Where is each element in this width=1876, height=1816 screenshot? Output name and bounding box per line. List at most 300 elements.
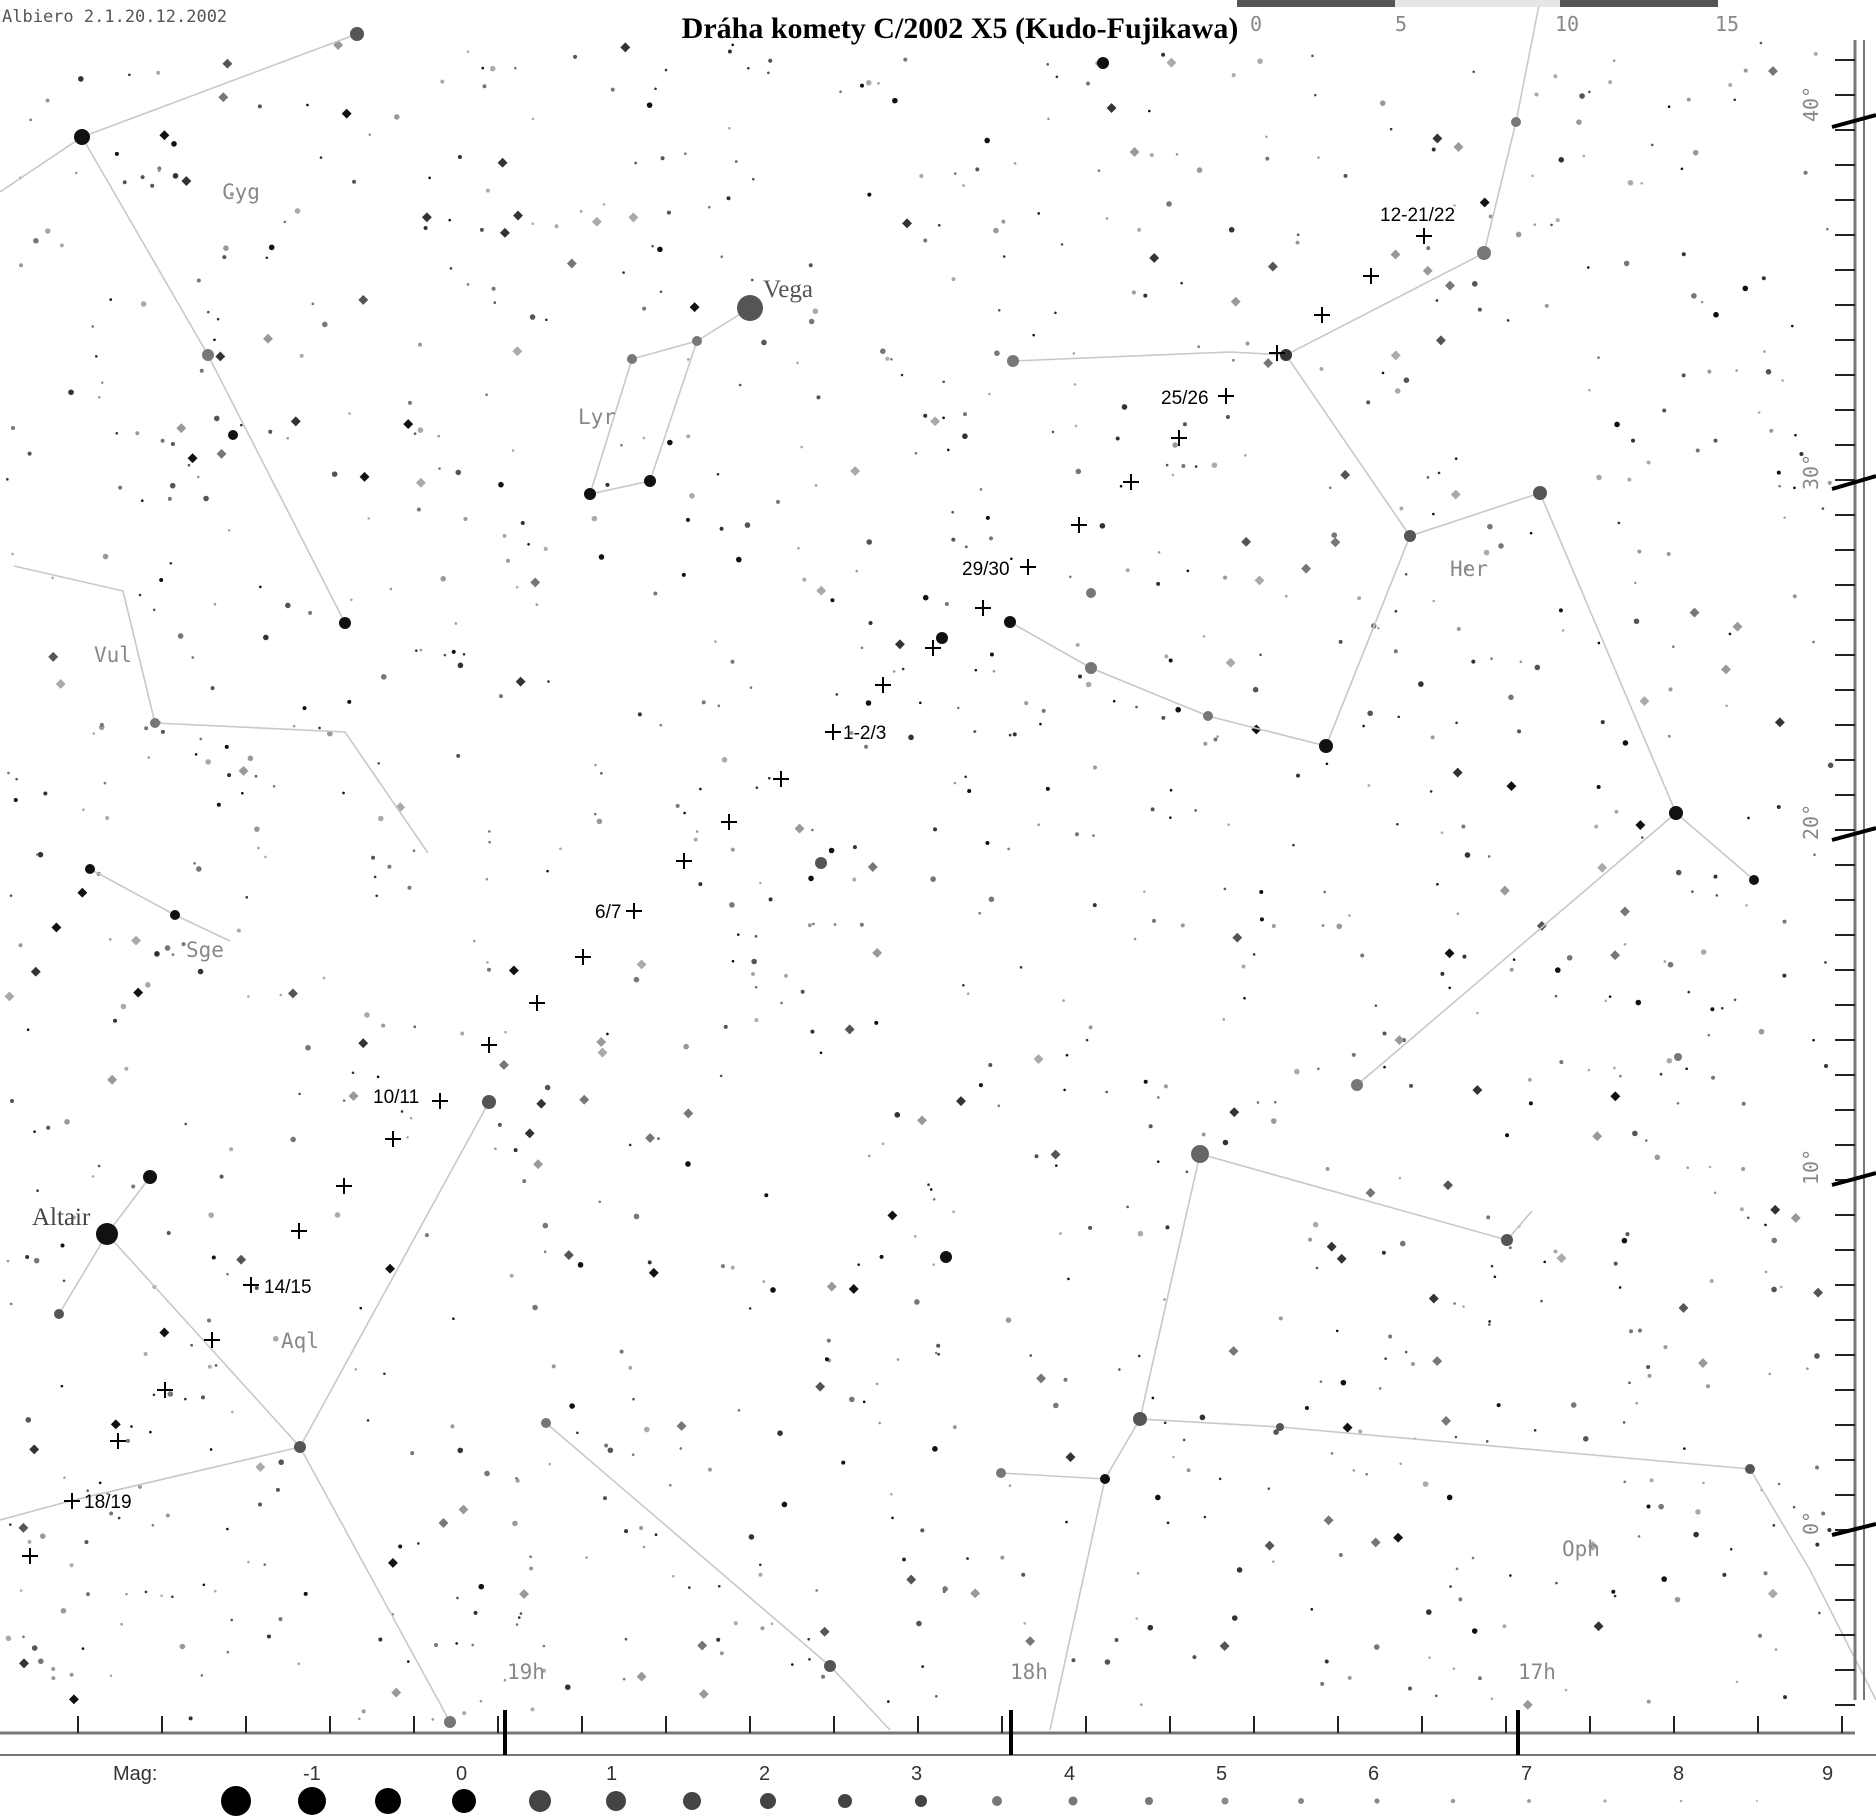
background-star (1730, 1548, 1733, 1551)
background-star (75, 172, 78, 175)
background-star (751, 279, 754, 282)
background-star (1813, 853, 1816, 856)
background-star (407, 886, 411, 890)
background-star (305, 1045, 311, 1051)
background-star (1135, 706, 1138, 709)
background-star (869, 621, 873, 625)
background-star (1213, 737, 1217, 741)
background-star (226, 1273, 229, 1276)
background-star (632, 1453, 635, 1456)
background-star (352, 180, 356, 184)
background-star (203, 496, 209, 502)
background-star (1007, 848, 1010, 851)
background-star (1491, 1697, 1494, 1700)
background-star (1567, 955, 1573, 961)
background-star (603, 1496, 607, 1500)
star (350, 27, 364, 41)
background-star (498, 482, 504, 488)
magnitude-sample-dot (1145, 1797, 1153, 1805)
background-star (1384, 1357, 1387, 1360)
background-star (284, 221, 287, 224)
background-star (1588, 389, 1591, 392)
background-star (103, 554, 109, 560)
background-star (374, 876, 377, 879)
bottom-scale-2: 2 (759, 1763, 771, 1785)
star (1533, 486, 1547, 500)
background-star (1742, 1102, 1746, 1106)
background-star (1562, 629, 1565, 632)
background-star (1257, 1101, 1260, 1104)
background-star (1212, 462, 1218, 468)
background-star (95, 355, 98, 358)
background-star (141, 499, 144, 502)
background-star (1654, 1155, 1660, 1161)
background-star (98, 1165, 101, 1168)
background-star (722, 757, 728, 763)
background-star (141, 175, 145, 179)
background-star (1187, 1468, 1191, 1472)
background-star (161, 439, 165, 443)
background-star (1175, 707, 1181, 713)
background-star (1232, 1615, 1238, 1621)
background-star (226, 1528, 229, 1531)
background-star (240, 424, 243, 427)
background-star (1601, 720, 1605, 724)
background-star (830, 598, 834, 602)
background-star (1399, 1177, 1402, 1180)
background-star (1605, 1000, 1608, 1003)
background-star (632, 1398, 635, 1401)
background-star (1339, 640, 1343, 644)
altair-star (96, 1223, 118, 1245)
star (1404, 530, 1416, 542)
background-star (1769, 429, 1773, 433)
background-star (145, 1591, 148, 1594)
background-star (208, 1212, 214, 1218)
background-star (424, 226, 428, 230)
background-star (1253, 953, 1256, 956)
background-star (1773, 1524, 1776, 1527)
background-star (1765, 1271, 1768, 1274)
background-star (1292, 844, 1295, 847)
star (1086, 588, 1096, 598)
background-star (1768, 1373, 1771, 1376)
background-star (1623, 740, 1629, 746)
background-star (518, 1616, 521, 1619)
background-star (355, 1368, 358, 1371)
background-star (458, 663, 464, 669)
background-star (1457, 912, 1460, 915)
background-star (866, 700, 872, 706)
background-star (927, 1183, 930, 1186)
background-star (197, 476, 200, 479)
background-star (717, 473, 720, 476)
background-star (877, 82, 880, 85)
star (1511, 117, 1521, 127)
background-star (1513, 958, 1516, 961)
background-star (1326, 762, 1329, 765)
background-star (1186, 1171, 1189, 1174)
background-star (457, 1448, 463, 1454)
chart-title: Dráha komety C/2002 X5 (Kudo-Fujikawa) (681, 12, 1239, 45)
background-star (1535, 92, 1539, 96)
background-star (1329, 487, 1332, 490)
background-star (546, 870, 549, 873)
background-star (606, 1033, 609, 1036)
background-star (555, 224, 559, 228)
background-star (1368, 784, 1371, 787)
background-star (653, 591, 657, 595)
background-star (863, 1401, 866, 1404)
mag-label-minus1: -1 (303, 1763, 321, 1785)
background-star (154, 951, 160, 957)
background-star (1383, 1066, 1386, 1069)
background-star (258, 1503, 262, 1507)
background-star (263, 1563, 266, 1566)
background-star (36, 853, 39, 856)
background-star (750, 686, 753, 689)
background-star (1647, 1700, 1651, 1704)
background-star (815, 1589, 818, 1592)
background-star (207, 311, 210, 314)
background-star (1540, 1300, 1543, 1303)
background-star (1618, 522, 1621, 525)
background-star (128, 73, 131, 76)
background-star (1423, 1481, 1429, 1487)
background-star (720, 1651, 724, 1655)
background-star (942, 1586, 948, 1592)
star (339, 617, 351, 629)
background-star (1710, 1279, 1714, 1283)
background-star (120, 1623, 123, 1626)
background-star (1747, 1216, 1750, 1219)
background-star (410, 1117, 413, 1120)
background-star (40, 1533, 46, 1539)
background-star (634, 977, 640, 983)
background-star (1323, 891, 1326, 894)
background-star (864, 745, 868, 749)
background-star (702, 700, 706, 704)
background-star (10, 894, 13, 897)
background-star (933, 1198, 936, 1201)
background-star (214, 1590, 217, 1593)
background-star (398, 1544, 402, 1548)
background-star (1308, 1238, 1312, 1242)
background-star (1362, 725, 1365, 728)
background-star (1714, 1192, 1717, 1195)
background-star (643, 1546, 646, 1549)
vega-star (737, 295, 763, 321)
background-star (227, 773, 231, 777)
background-star (160, 1594, 163, 1597)
background-star (1013, 732, 1017, 736)
background-star (298, 1093, 301, 1096)
background-star (1224, 888, 1227, 891)
background-star (1092, 834, 1095, 837)
background-star (488, 830, 491, 833)
background-star (1059, 1232, 1062, 1235)
background-star (998, 309, 1001, 312)
background-star (1279, 1316, 1283, 1320)
background-star (1486, 1215, 1490, 1219)
date-label-dec-29-30: 29/30 (962, 559, 1010, 580)
background-star (1631, 439, 1635, 443)
background-star (892, 98, 898, 104)
background-star (657, 247, 663, 253)
background-star (732, 960, 735, 963)
background-star (1824, 1064, 1828, 1068)
background-star (1488, 1323, 1491, 1326)
background-star (890, 1493, 893, 1496)
background-star (27, 1540, 31, 1544)
background-star (25, 1255, 29, 1259)
background-star (1156, 582, 1160, 586)
background-star (1505, 1133, 1509, 1137)
background-star (1490, 657, 1493, 660)
star (644, 475, 656, 487)
background-star (752, 178, 755, 181)
background-star (1055, 1164, 1058, 1167)
background-star (1382, 372, 1385, 375)
background-star (1662, 408, 1666, 412)
background-star (109, 298, 112, 301)
background-star (1348, 914, 1351, 917)
background-star (1194, 809, 1197, 812)
background-star (512, 449, 515, 452)
background-star (1320, 1682, 1324, 1686)
background-star (1660, 1073, 1663, 1076)
background-star (1114, 1638, 1118, 1642)
background-star (728, 127, 731, 130)
background-star (1614, 1595, 1617, 1598)
background-star (834, 923, 837, 926)
background-star (1438, 472, 1441, 475)
background-star (241, 792, 244, 795)
background-star (364, 1012, 370, 1018)
background-star (536, 603, 539, 606)
background-star (868, 1155, 871, 1158)
background-star (273, 785, 276, 788)
background-star (1138, 1231, 1144, 1237)
date-label-jan-18-19: 18/19 (84, 1492, 132, 1513)
background-star (1783, 1695, 1787, 1699)
background-star (347, 700, 351, 704)
background-star (1733, 98, 1736, 101)
background-star (452, 650, 456, 654)
background-star (1663, 960, 1666, 963)
background-star (193, 862, 196, 865)
background-star (118, 1517, 121, 1520)
background-star (1430, 790, 1433, 793)
star (937, 633, 947, 643)
background-star (1587, 266, 1590, 269)
background-star (1619, 1286, 1622, 1289)
background-star (1667, 552, 1671, 556)
background-star (438, 467, 441, 470)
background-star (1462, 1305, 1465, 1308)
background-star (841, 1461, 845, 1465)
dec-label-0: 0° (1799, 1510, 1823, 1535)
background-star (166, 1514, 170, 1518)
star (482, 1095, 496, 1109)
background-star (425, 1233, 429, 1237)
background-star (516, 1623, 519, 1626)
background-star (1478, 308, 1482, 312)
background-star (1535, 665, 1541, 671)
background-star (1405, 1351, 1408, 1354)
background-star (1646, 1504, 1650, 1508)
background-star (308, 611, 312, 615)
background-star (10, 1303, 13, 1306)
star-label-vega: Vega (763, 276, 813, 303)
background-star (70, 1673, 74, 1677)
background-star (1571, 1402, 1577, 1408)
background-star (1069, 575, 1072, 578)
bottom-scale-5: 5 (1216, 1763, 1228, 1785)
background-star (247, 1561, 250, 1564)
background-star (930, 876, 936, 882)
background-star (1170, 789, 1173, 792)
background-star (1063, 1089, 1066, 1092)
background-star (849, 1397, 855, 1403)
background-star (1010, 557, 1013, 560)
background-star (945, 602, 949, 606)
background-star (1243, 997, 1246, 1000)
background-star (1545, 304, 1549, 308)
background-star (1747, 817, 1750, 820)
background-star (493, 301, 496, 304)
background-star (667, 440, 673, 446)
background-star (874, 1021, 878, 1025)
background-star (11, 553, 14, 556)
background-star (1668, 735, 1671, 738)
background-star (1764, 1571, 1768, 1575)
background-star (410, 1451, 414, 1455)
background-star (1151, 807, 1155, 811)
background-star (994, 350, 1000, 356)
background-star (1668, 105, 1671, 108)
background-star (381, 1024, 385, 1028)
background-star (853, 845, 857, 849)
background-star (738, 1409, 741, 1412)
background-star (417, 1542, 420, 1545)
background-star (158, 170, 161, 173)
background-star (578, 1262, 584, 1268)
background-star (1555, 1582, 1558, 1585)
background-star (600, 772, 603, 775)
background-star (462, 1711, 466, 1715)
background-star (1181, 923, 1185, 927)
background-star (1742, 286, 1748, 292)
background-star (1472, 1628, 1478, 1634)
background-star (811, 829, 814, 832)
background-star (1227, 823, 1230, 826)
background-star (499, 694, 503, 698)
background-star (1793, 594, 1797, 598)
background-star (440, 576, 446, 582)
background-star (1624, 261, 1630, 267)
background-star (1453, 1302, 1456, 1305)
background-star (988, 1063, 992, 1067)
background-star (444, 654, 447, 657)
background-star (1073, 352, 1076, 355)
background-star (569, 1403, 575, 1409)
background-star (988, 393, 991, 396)
background-star (1682, 373, 1686, 377)
background-star (320, 156, 323, 159)
background-star (1555, 967, 1561, 973)
background-star (648, 1260, 652, 1264)
background-star (463, 517, 467, 521)
background-star (7, 772, 10, 775)
background-star (1686, 1166, 1689, 1169)
background-star (730, 660, 734, 664)
background-star (1024, 701, 1028, 705)
ra-label-18h: 18h (1010, 1660, 1048, 1684)
star-label-altair: Altair (32, 1204, 91, 1231)
background-star (1032, 334, 1035, 337)
background-star (1126, 568, 1130, 572)
background-star (482, 84, 486, 88)
background-star (890, 358, 893, 361)
background-star (82, 1647, 85, 1650)
background-star (759, 1563, 762, 1566)
star (54, 1309, 64, 1319)
background-star (318, 727, 321, 730)
background-star (1709, 1166, 1712, 1169)
background-star (749, 1307, 752, 1310)
background-star (620, 444, 623, 447)
magnitude-sample-dot (1527, 1799, 1531, 1803)
background-star (147, 756, 150, 759)
background-star (1619, 1075, 1622, 1078)
star (1745, 1464, 1755, 1474)
background-star (686, 434, 690, 438)
background-star (1791, 325, 1794, 328)
star (143, 1170, 157, 1184)
background-star (46, 1126, 50, 1130)
background-star (1089, 1025, 1093, 1029)
background-star (989, 896, 995, 902)
background-star (82, 808, 85, 811)
background-star (1053, 1403, 1059, 1409)
background-star (1812, 1039, 1815, 1042)
background-star (923, 238, 927, 242)
background-star (1140, 1703, 1143, 1706)
background-star (171, 141, 177, 147)
background-star (22, 1636, 25, 1639)
background-star (458, 155, 462, 159)
background-star (902, 1558, 906, 1562)
background-star (104, 782, 107, 785)
ra-label-19h: 19h (507, 1660, 545, 1684)
background-star (180, 1644, 186, 1650)
background-star (1197, 167, 1203, 173)
background-star (521, 521, 525, 525)
background-star (815, 484, 818, 487)
background-star (810, 1030, 814, 1034)
background-star (406, 1136, 409, 1139)
background-star (1668, 962, 1674, 968)
background-star (350, 598, 353, 601)
background-star (1555, 995, 1558, 998)
background-star (1164, 654, 1168, 658)
background-star (1455, 457, 1458, 460)
background-star (634, 162, 637, 165)
background-star (914, 1235, 917, 1238)
background-star (808, 923, 812, 927)
background-star (1624, 943, 1627, 946)
